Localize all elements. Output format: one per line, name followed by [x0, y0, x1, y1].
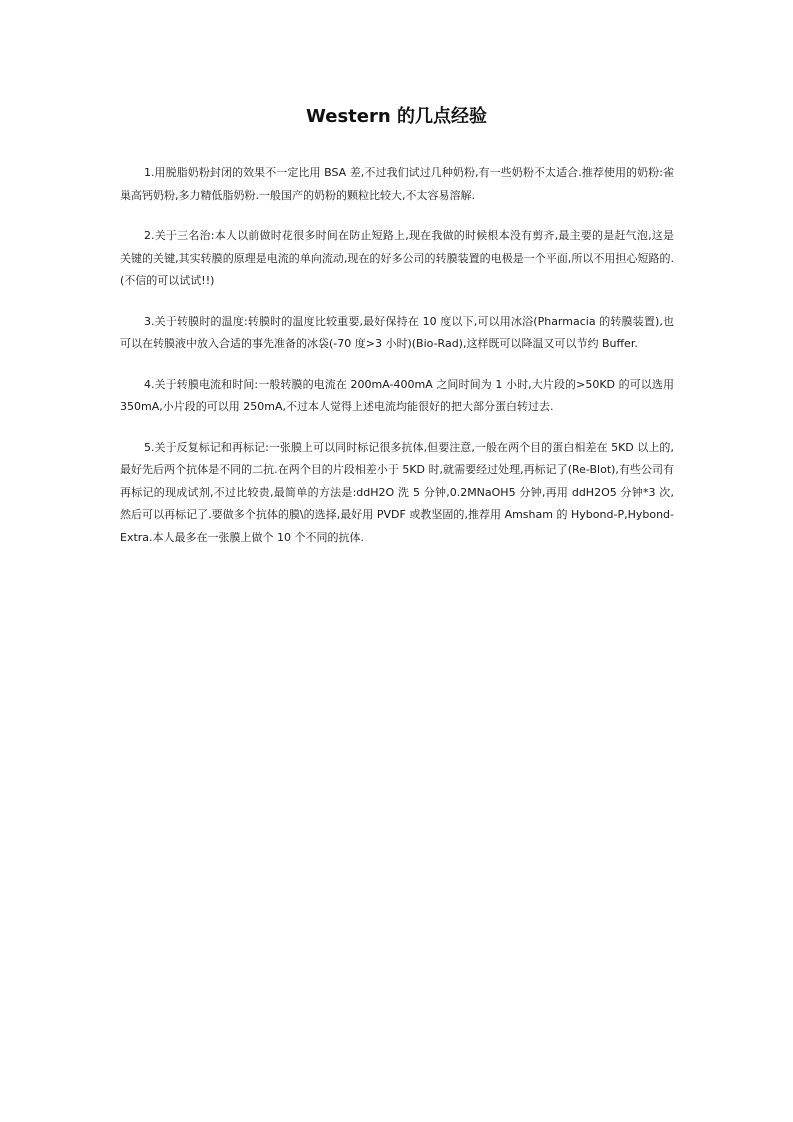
- paragraph-5: 5.关于反复标记和再标记:一张膜上可以同时标记很多抗体,但要注意,一般在两个目的蛋白相差在 5KD 以上的,最好先后两个抗体是不同的二抗.在两个目的片段相差小于 5KD 时,就需要经过处理,再标记了(Re-Blot),有些公司有再标记的现成试剂,不过比较贵,最简单的方法是:ddH2O 洗 5 分钟,0.2MNaOH5 分钟,再用 ddH2O5 分钟*3 次,然后可以再标记了.要做多个抗体的膜\的选择,最好用 PVDF 或教坚固的,推荐用 Amsham 的 Hybond-P,Hybond-Extra.本人最多在一张膜上做个 10 个不同的抗体.: [120, 440, 674, 544]
- paragraph-1: 1.用脱脂奶粉封闭的效果不一定比用 BSA 差,不过我们试过几种奶粉,有一些奶粉不太适合.推荐使用的奶粉:雀巢高钙奶粉,多力精低脂奶粉.一般国产的奶粉的颗粒比较大,不太容易溶解.: [120, 166, 674, 202]
- page-title: Western 的几点经验: [306, 106, 487, 127]
- paragraph-4: 4.关于转膜电流和时间:一般转膜的电流在 200mA-400mA 之间时间为 1 小时,大片段的>50KD 的可以选用 350mA,小片段的可以用 250mA,不过本人觉得上述电流均能很好的把大部分蛋白转过去.: [120, 377, 674, 413]
- paragraph-2: 2.关于三名治:本人以前做时花很多时间在防止短路上,现在我做的时候根本没有剪齐,最主要的是赶气泡,这是关键的关键,其实转膜的原理是电流的单向流动,现在的好多公司的转膜装置的电极是一个平面,所以不用担心短路的.(不信的可以试试!!): [120, 229, 674, 287]
- document-body: [120, 162, 674, 567]
- paragraph-3: 3.关于转膜时的温度:转膜时的温度比较重要,最好保持在 10 度以下,可以用冰浴(Pharmacia 的转膜装置),也可以在转膜液中放入合适的事先准备的冰袋(-70 度>3 小时)(Bio-Rad),这样既可以降温又可以节约 Buffer.: [120, 314, 674, 350]
